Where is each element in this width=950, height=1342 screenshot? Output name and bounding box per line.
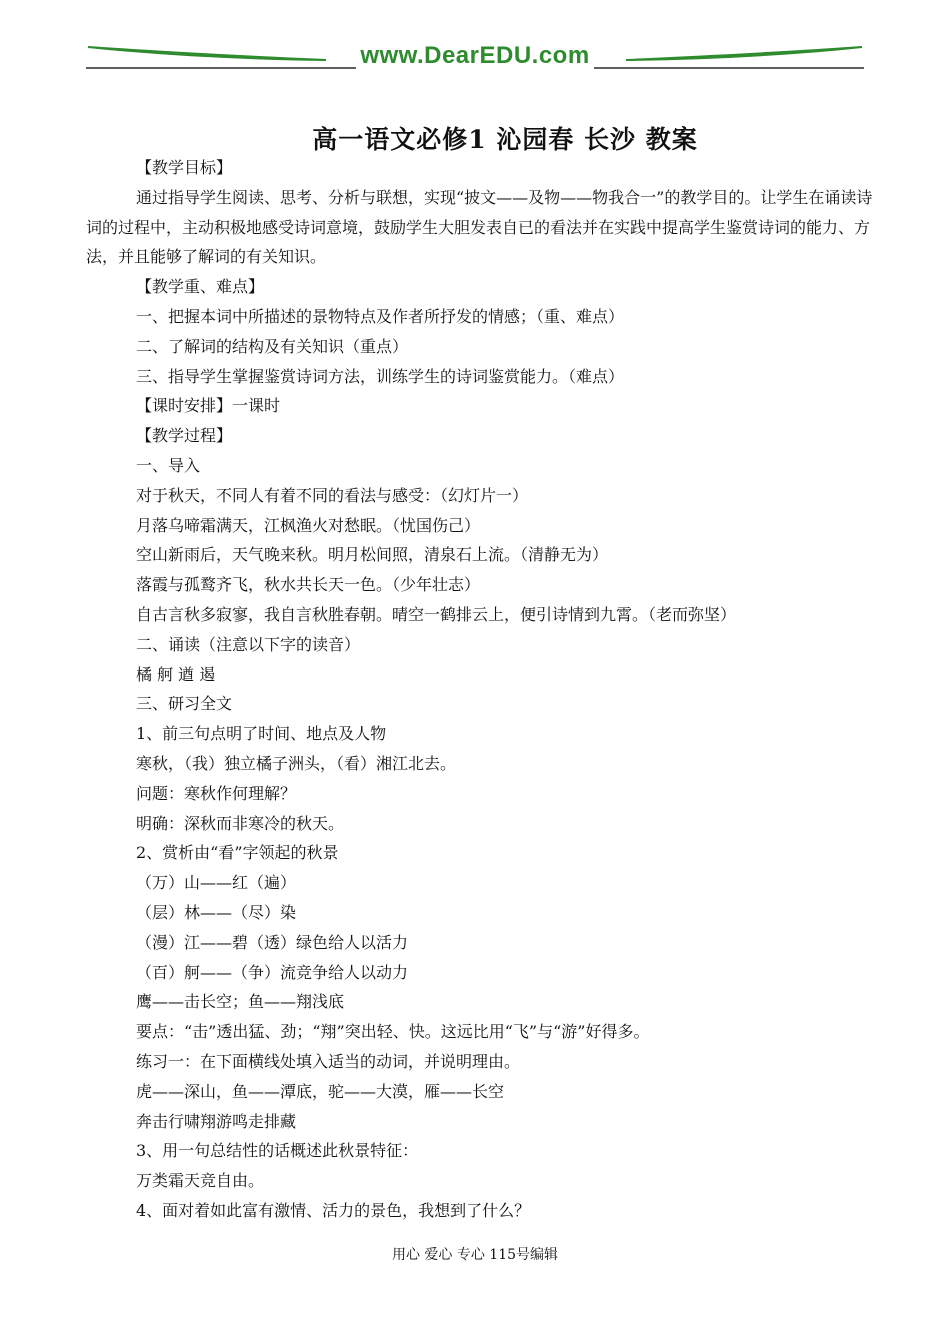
paragraph: 奔击行啸翔游鸣走排藏 xyxy=(136,1111,297,1131)
paragraph: （百）舸——（争）流竞争给人以动力 xyxy=(136,962,409,982)
page-footer: 用心 爱心 专心 115号编辑 xyxy=(391,1247,559,1263)
document-title: 高一语文必修1 沁园春 长沙 教案 xyxy=(312,125,698,154)
paragraph: 二、诵读（注意以下字的读音） xyxy=(136,634,361,654)
paragraph: 万类霜天竞自由。 xyxy=(136,1171,265,1191)
paragraph: 三、指导学生掌握鉴赏诗词方法，训练学生的诗词鉴赏能力。（难点） xyxy=(136,366,625,386)
site-logo-text: www.DearEDU.com xyxy=(356,42,593,69)
paragraph: 月落乌啼霜满天，江枫渔火对愁眠。（忧国伤己） xyxy=(136,515,481,535)
paragraph: 【教学过程】 xyxy=(136,426,233,446)
paragraph: 一、导入 xyxy=(136,455,201,475)
document-body xyxy=(86,153,882,1226)
paragraph: 空山新雨后，天气晚来秋。明月松间照，清泉石上流。（清静无为） xyxy=(136,545,609,565)
paragraph: 3、用一句总结性的话概述此秋景特征： xyxy=(136,1141,419,1161)
paragraph: 1、前三句点明了时间、地点及人物 xyxy=(136,724,387,744)
paragraph: （万）山——红（遍） xyxy=(136,873,297,893)
paragraph: 【教学重、难点】 xyxy=(136,277,265,297)
paragraph: 练习一：在下面横线处填入适当的动词，并说明理由。 xyxy=(136,1051,521,1071)
paragraph: （层）林——（尽）染 xyxy=(136,902,297,922)
paragraph: 要点：“击”透出猛、劲；“翔”突出轻、快。这远比用“飞”与“游”好得多。 xyxy=(136,1022,650,1042)
paragraph: 鹰——击长空；鱼——翔浅底 xyxy=(136,992,345,1012)
page-header xyxy=(86,40,864,72)
site-logo xyxy=(86,42,864,70)
paragraph: 对于秋天，不同人有着不同的看法与感受：（幻灯片一） xyxy=(136,485,529,505)
paragraph: 寒秋，（我）独立橘子洲头，（看）湘江北去。 xyxy=(136,753,457,773)
paragraph: 一、把握本词中所描述的景物特点及作者所抒发的情感；（重、难点） xyxy=(136,306,625,326)
paragraph: 【教学目标】 xyxy=(136,158,233,177)
paragraph: 4、面对着如此富有激情、活力的景色，我想到了什么？ xyxy=(136,1200,531,1220)
paragraph: 2、赏析由“看”字领起的秋景 xyxy=(136,843,339,863)
paragraph: 三、研习全文 xyxy=(136,694,233,714)
paragraph: 通过指导学生阅读、思考、分析与联想，实现“披文——及物——物我合一”的教学目的。让学生在诵读诗词的过程中，主动积极地感受诗词意境，鼓励学生大胆发表自已的看法并在实践中提高学生鉴赏诗词的能力、方法，并且能够了解词的有关知识。 xyxy=(86,187,873,267)
paragraph: 【课时安排】一课时 xyxy=(136,396,281,416)
paragraph: 落霞与孤鹜齐飞，秋水共长天一色。（少年壮志） xyxy=(136,575,481,595)
paragraph: 问题：寒秋作何理解？ xyxy=(136,783,297,803)
paragraph: 橘 舸 遒 遏 xyxy=(136,664,216,684)
paragraph: 虎——深山，鱼——潭底，驼——大漠，雁——长空 xyxy=(136,1081,505,1101)
paragraph: 二、了解词的结构及有关知识（重点） xyxy=(136,336,409,356)
paragraph: 自古言秋多寂寥，我自言秋胜春朝。晴空一鹤排云上，便引诗情到九霄。（老而弥坚） xyxy=(136,604,737,624)
paragraph: （漫）江——碧（透）绿色给人以活力 xyxy=(136,932,409,952)
paragraph: 明确：深秋而非寒冷的秋天。 xyxy=(136,813,345,833)
